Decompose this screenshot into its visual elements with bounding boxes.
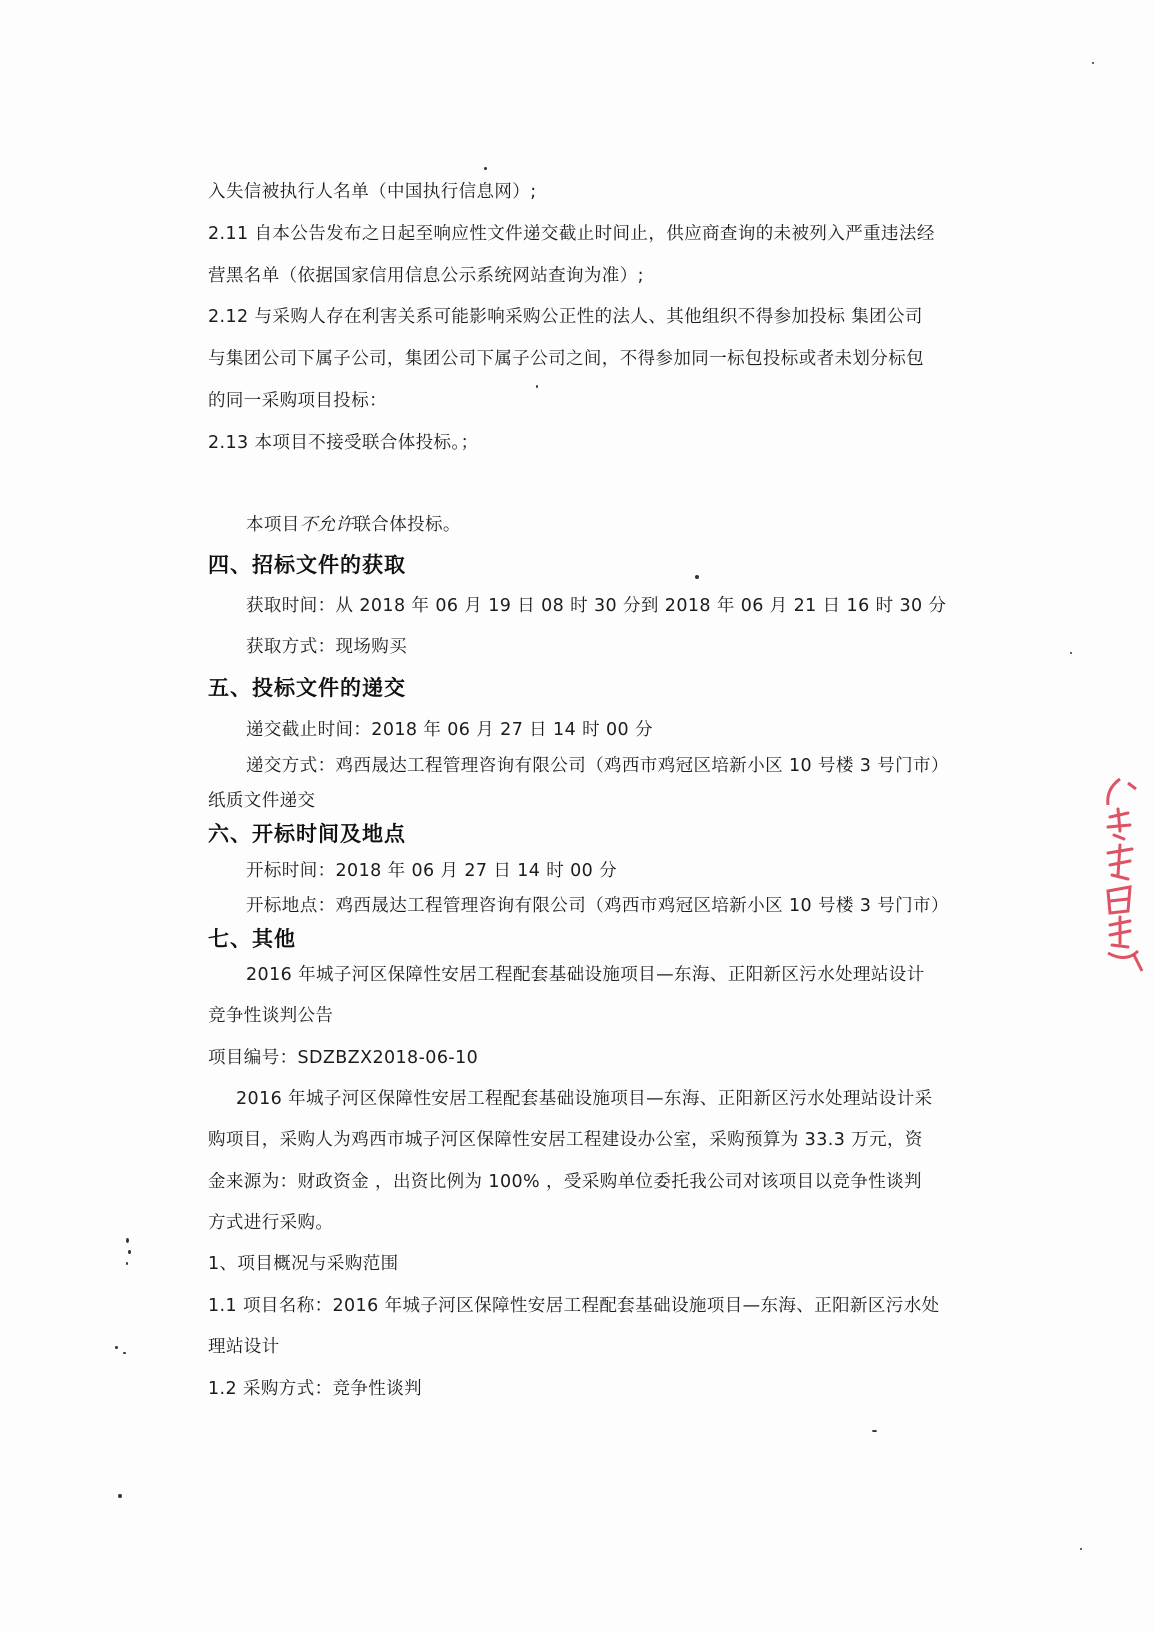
consortium-note (246, 513, 461, 537)
scan-speck (118, 1494, 122, 1498)
text-line: 2016 年城子河区保障性安居工程配套基础设施项目—东海、正阳新区污水处理站设计采 (236, 1089, 933, 1109)
project-number: 项目编号：SDZBZX2018-06-10 (208, 1048, 479, 1068)
scan-speck (126, 1262, 128, 1265)
text-line: 1.2 采购方式：竞争性谈判 (208, 1379, 422, 1399)
text-line: 竞争性谈判公告 (208, 1006, 334, 1026)
seal-stamp-graphic (1098, 775, 1146, 975)
text-line: 开标地点：鸡西晟达工程管理咨询有限公司（鸡西市鸡冠区培新小区 10 号楼 3 号门市） (246, 896, 949, 916)
scan-speck (1092, 62, 1094, 64)
text-line: 递交截止时间：2018 年 06 月 27 日 14 时 00 分 (246, 720, 653, 740)
scan-speck (128, 1250, 131, 1254)
scan-speck (115, 1346, 118, 1349)
consortium-note-suffix: 联合体投标。 (353, 515, 461, 535)
scan-speck (1080, 1548, 1082, 1550)
scan-speck (1070, 652, 1072, 654)
text-line: 营黑名单（依据国家信用信息公示系统网站查询为准）; (208, 266, 644, 286)
scan-speck (536, 385, 538, 388)
section-heading-4: 四、招标文件的获取 (208, 553, 406, 577)
text-line: 开标时间：2018 年 06 月 27 日 14 时 00 分 (246, 861, 618, 881)
section-heading-6: 六、开标时间及地点 (208, 822, 406, 846)
text-line: 获取时间：从 2018 年 06 月 19 日 08 时 30 分到 2018 年 06 月 21 日 16 时 30 分 (246, 596, 947, 616)
text-line: 方式进行采购。 (208, 1213, 334, 1233)
text-line: 购项目，采购人为鸡西市城子河区保障性安居工程建设办公室，采购预算为 33.3 万元，资 (208, 1130, 923, 1150)
scan-speck (126, 1238, 129, 1243)
text-line: 与集团公司下属子公司，集团公司下属子公司之间，不得参加同一标包投标或者未划分标包 (208, 349, 924, 369)
scan-speck (123, 1352, 126, 1354)
consortium-note-prefix: 本项目 (246, 515, 300, 535)
scan-speck (872, 1430, 877, 1432)
text-line: 1.1 项目名称：2016 年城子河区保障性安居工程配套基础设施项目—东海、正阳新区污水处 (208, 1296, 940, 1316)
section-heading-5: 五、投标文件的递交 (208, 676, 406, 700)
scan-speck (695, 575, 699, 579)
text-line: 纸质文件递交 (208, 791, 316, 811)
text-line: 入失信被执行人名单（中国执行信息网）; (208, 182, 537, 202)
text-line: 2016 年城子河区保障性安居工程配套基础设施项目—东海、正阳新区污水处理站设计 (246, 965, 925, 985)
text-line: 2.11 自本公告发布之日起至响应性文件递交截止时间止，供应商查询的未被列入严重违法经 (208, 224, 935, 244)
text-line: 2.13 本项目不接受联合体投标。； (208, 433, 479, 453)
consortium-note-emphasis: 不允许 (299, 515, 354, 535)
text-line: 获取方式：现场购买 (246, 637, 408, 657)
text-line: 2.12 与采购人存在利害关系可能影响采购公正性的法人、其他组织不得参加投标 集团公司 (208, 307, 923, 327)
text-line: 理站设计 (208, 1337, 280, 1357)
text-line: 的同一采购项目投标： (208, 391, 387, 411)
seal-stamp (1098, 775, 1146, 975)
scan-speck (484, 167, 487, 170)
section-heading-7: 七、其他 (208, 927, 296, 951)
subsection-heading: 1、项目概况与采购范围 (208, 1254, 399, 1274)
text-line: 金来源为：财政资金 ，出资比例为 100% ，受采购单位委托我公司对该项目以竞争性谈判 (208, 1172, 922, 1192)
text-line: 递交方式：鸡西晟达工程管理咨询有限公司（鸡西市鸡冠区培新小区 10 号楼 3 号门市） (246, 756, 949, 776)
